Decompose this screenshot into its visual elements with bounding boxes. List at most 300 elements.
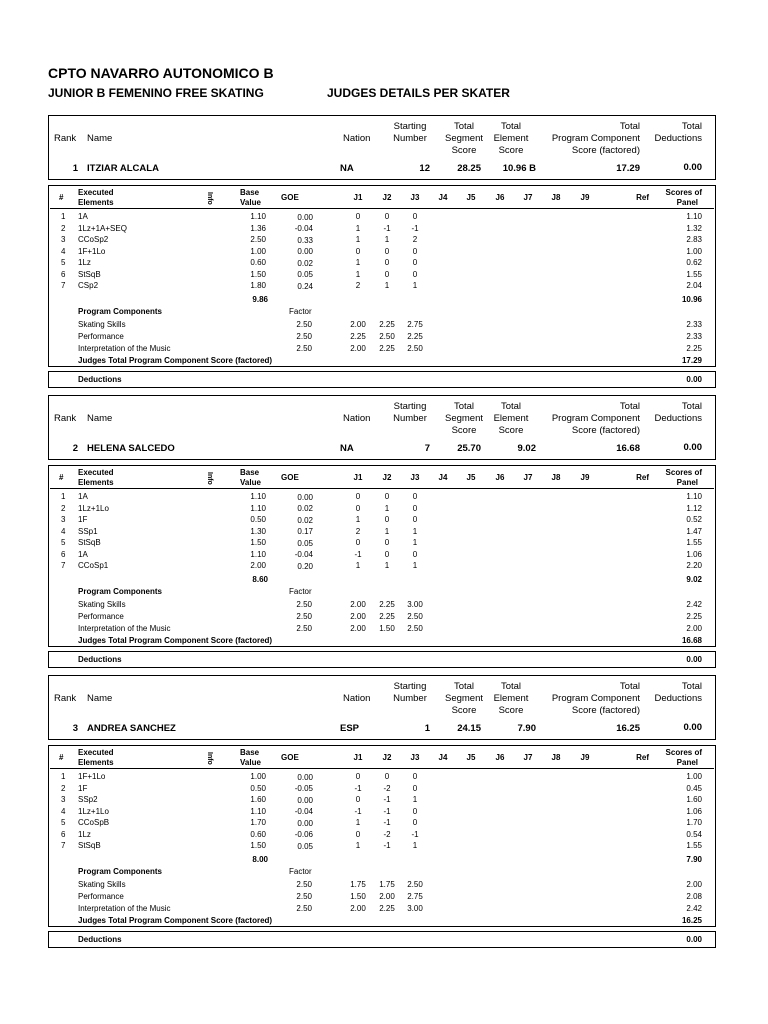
component-judge-score: 2.00 [350, 904, 366, 913]
element-judge-score: 0 [384, 515, 390, 524]
element-number: 7 [61, 841, 66, 850]
skater-name: ITZIAR ALCALA [87, 163, 159, 174]
judges-total-value: 16.25 [681, 916, 702, 925]
element-judge-score: 1 [384, 503, 390, 513]
element-number-header: # [59, 753, 64, 762]
element-panel-score: 2.20 [686, 561, 702, 570]
component-judge-score: 3.00 [407, 600, 423, 609]
element-judge-score: 0 [412, 515, 418, 524]
element-score-header: Score [498, 145, 524, 156]
component-name: Skating Skills [78, 320, 126, 329]
component-name: Interpretation of the Music [78, 344, 171, 353]
segment-score-header: Total [453, 121, 475, 132]
element-panel-score: 0.54 [686, 829, 702, 839]
element-score-header: Total [500, 681, 522, 692]
element-panel-score: 1.10 [686, 492, 702, 501]
skater-deductions: 0.00 [683, 722, 702, 733]
component-score-header: Total [619, 401, 640, 412]
executed-elements-header: Elements [78, 478, 114, 487]
component-factor: 2.50 [296, 344, 312, 353]
element-goe: -0.04 [294, 224, 313, 233]
base-value-total: 8.60 [252, 575, 268, 584]
element-panel-score: 1.06 [686, 806, 702, 816]
element-panel-score: 2.04 [686, 281, 702, 290]
element-number: 2 [61, 223, 66, 233]
element-judge-score: -2 [383, 783, 391, 793]
element-base-value: 1.10 [250, 492, 266, 501]
component-panel-score: 2.00 [686, 880, 702, 889]
element-goe: -0.05 [294, 784, 313, 793]
element-judge-score: 0 [384, 269, 390, 279]
element-number: 4 [61, 806, 66, 816]
element-number: 6 [61, 549, 66, 559]
component-score-header: Total [619, 681, 640, 692]
component-score-header: Program Component [551, 133, 640, 144]
element-number: 7 [61, 281, 66, 290]
element-number: 5 [61, 258, 66, 267]
base-value-header: Base [240, 468, 260, 477]
component-factor: 2.50 [296, 612, 312, 621]
panel-score-header: Scores of [665, 748, 702, 757]
judge-header: J2 [382, 193, 392, 202]
component-score-header: Score (factored) [571, 145, 640, 156]
deductions-label: Deductions [78, 935, 122, 944]
element-judge-score: 1 [384, 235, 390, 244]
element-judge-score: 1 [384, 281, 390, 290]
element-panel-score: 1.32 [686, 223, 702, 233]
deductions-label: Deductions [78, 655, 122, 664]
component-judge-score: 2.00 [350, 624, 366, 633]
component-factor: 2.50 [296, 880, 312, 889]
judge-header: J5 [466, 753, 476, 762]
judge-header: J6 [495, 193, 505, 202]
nation-header: Nation [343, 693, 371, 704]
header-divider [50, 768, 714, 769]
element-code: CCoSpB [78, 818, 110, 827]
element-panel-score: 1.60 [686, 795, 702, 804]
element-base-value: 1.30 [250, 526, 266, 536]
component-judge-score: 2.25 [379, 600, 395, 609]
element-judge-score: 0 [384, 549, 390, 559]
info-header: Info [206, 752, 213, 765]
component-name: Skating Skills [78, 600, 126, 609]
component-factor: 2.50 [296, 904, 312, 913]
name-header: Name [87, 133, 113, 144]
element-base-value: 1.10 [250, 503, 266, 513]
program-components-header: Program Components [78, 867, 163, 876]
executed-elements-header: Executed [78, 468, 114, 477]
component-name: Interpretation of the Music [78, 624, 171, 633]
element-code: 1Lz [78, 258, 91, 267]
rank-header: Rank [54, 413, 77, 424]
element-code: 1F+1Lo [78, 246, 106, 256]
component-factor: 2.50 [296, 624, 312, 633]
program-components-header: Program Components [78, 307, 163, 316]
base-value-total: 8.00 [252, 855, 268, 864]
skater-element-score: 7.90 [517, 723, 536, 734]
element-judge-score: 0 [412, 246, 418, 256]
skater-start-number: 12 [419, 163, 430, 174]
element-judge-score: 0 [355, 246, 361, 256]
element-judge-score: 2 [355, 281, 361, 290]
factor-header: Factor [289, 867, 312, 876]
element-number: 3 [61, 235, 66, 244]
judge-header: J2 [382, 473, 392, 482]
element-goe: 0.02 [297, 515, 313, 525]
judge-header: J7 [523, 753, 533, 762]
deductions-header: Total [681, 121, 702, 132]
deductions-header: Deductions [654, 413, 702, 424]
element-judge-score: 1 [384, 561, 390, 570]
element-code: SSp1 [78, 526, 98, 536]
component-judge-score: 3.00 [407, 904, 423, 913]
component-judge-score: 2.00 [350, 320, 366, 329]
element-number: 4 [61, 526, 66, 536]
element-base-value: 0.60 [250, 829, 266, 839]
element-panel-score: 1.55 [686, 538, 702, 547]
judge-header: J1 [353, 473, 363, 482]
component-judge-score: 2.50 [407, 880, 423, 889]
goe-header: GOE [281, 193, 299, 202]
element-base-value: 1.00 [250, 246, 266, 256]
judges-total-value: 17.29 [681, 356, 702, 365]
component-panel-score: 2.33 [686, 320, 702, 329]
component-panel-score: 2.42 [686, 904, 702, 913]
element-code: 1Lz+1Lo [78, 503, 109, 513]
panel-score-header: Scores of [665, 468, 702, 477]
element-goe: 0.02 [297, 504, 313, 513]
element-number: 6 [61, 269, 66, 279]
element-code: StSqB [78, 841, 101, 850]
skater-start-number: 7 [424, 443, 430, 454]
element-code: 1F [78, 515, 88, 524]
judge-header: J5 [466, 473, 476, 482]
skater-name: HELENA SALCEDO [87, 443, 175, 454]
executed-elements-header: Elements [78, 758, 114, 767]
element-judge-score: 0 [412, 806, 418, 816]
rank-header: Rank [54, 693, 77, 704]
segment-score-header: Score [451, 145, 477, 156]
skater-rank: 1 [72, 163, 78, 174]
element-score-total: 9.02 [686, 575, 702, 584]
base-value-total: 9.86 [252, 295, 268, 304]
starting-number-header: Number [393, 413, 427, 424]
element-base-value: 0.50 [250, 515, 266, 524]
segment-score-header: Segment [444, 133, 484, 144]
element-number: 1 [61, 492, 66, 501]
element-base-value: 1.10 [250, 549, 266, 559]
element-score-total: 7.90 [686, 855, 702, 864]
skater-nation: ESP [340, 723, 360, 734]
element-judge-score: 1 [355, 235, 361, 244]
element-judge-score: 1 [412, 795, 418, 804]
element-judge-score: 1 [355, 223, 361, 233]
judge-header: J1 [353, 193, 363, 202]
element-base-value: 2.00 [250, 561, 266, 570]
component-judge-score: 2.50 [407, 344, 423, 353]
element-judge-score: 0 [412, 492, 418, 501]
element-goe: 0.00 [297, 492, 313, 502]
element-goe: 0.05 [297, 841, 313, 851]
rank-header: Rank [54, 133, 77, 144]
element-judge-score: 1 [355, 841, 361, 850]
element-score-header: Element [493, 413, 529, 424]
skater-element-score: 10.96 B [502, 163, 536, 174]
element-judge-score: 0 [355, 212, 361, 221]
element-judge-score: 0 [355, 795, 361, 804]
element-judge-score: -2 [383, 829, 391, 839]
judge-header: J9 [580, 193, 590, 202]
factor-header: Factor [289, 307, 312, 316]
header-divider [50, 488, 714, 489]
element-judge-score: 0 [412, 258, 418, 267]
element-goe: 0.00 [297, 795, 313, 805]
element-panel-score: 1.00 [686, 246, 702, 256]
element-number: 5 [61, 538, 66, 547]
judges-total-value: 16.68 [681, 636, 702, 645]
component-judge-score: 2.25 [379, 612, 395, 621]
info-header: Info [206, 472, 213, 485]
element-goe: 0.00 [297, 247, 313, 256]
element-judge-score: 0 [355, 829, 361, 839]
component-panel-score: 2.00 [686, 624, 702, 633]
judge-header: J9 [580, 473, 590, 482]
element-panel-score: 1.06 [686, 549, 702, 559]
element-goe: 0.00 [297, 772, 313, 782]
element-goe: 0.33 [297, 235, 313, 245]
nation-header: Nation [343, 413, 371, 424]
base-value-header: Value [240, 758, 261, 767]
element-judge-score: 0 [412, 212, 418, 221]
element-panel-score: 0.62 [686, 258, 702, 267]
element-judge-score: 1 [355, 818, 361, 827]
element-judge-score: 1 [355, 561, 361, 570]
judge-header: J8 [551, 193, 561, 202]
element-panel-score: 1.55 [686, 841, 702, 850]
component-score-header: Program Component [551, 413, 640, 424]
executed-elements-header: Elements [78, 198, 114, 207]
element-code: 1F [78, 783, 88, 793]
component-judge-score: 1.75 [379, 880, 395, 889]
judge-header: J1 [353, 753, 363, 762]
element-base-value: 1.50 [250, 841, 266, 850]
element-number: 2 [61, 503, 66, 513]
element-code: 1Lz [78, 829, 91, 839]
component-judge-score: 2.00 [350, 600, 366, 609]
element-judge-score: 1 [355, 269, 361, 279]
component-judge-score: 2.25 [379, 344, 395, 353]
element-judge-score: -1 [354, 806, 362, 816]
element-panel-score: 1.70 [686, 818, 702, 827]
element-judge-score: -1 [354, 783, 362, 793]
skater-nation: NA [340, 163, 354, 174]
skater-rank: 3 [72, 723, 78, 734]
skater-start-number: 1 [424, 723, 430, 734]
element-code: CCoSp2 [78, 235, 109, 244]
panel-score-header: Panel [676, 478, 698, 487]
element-base-value: 1.00 [250, 772, 266, 781]
judge-header: J4 [438, 473, 448, 482]
element-number-header: # [59, 473, 64, 482]
header-divider [50, 208, 714, 209]
goe-header: GOE [281, 473, 299, 482]
judge-header: J4 [438, 193, 448, 202]
element-judge-score: 0 [412, 503, 418, 513]
element-judge-score: 1 [412, 561, 418, 570]
element-judge-score: 0 [384, 772, 390, 781]
element-number: 3 [61, 515, 66, 524]
element-judge-score: -1 [411, 829, 419, 839]
element-judge-score: 0 [412, 783, 418, 793]
skater-segment-score: 25.70 [457, 443, 481, 454]
element-goe: 0.02 [297, 258, 313, 268]
element-judge-score: 1 [355, 515, 361, 524]
component-judge-score: 2.25 [350, 332, 366, 341]
element-judge-score: 0 [384, 538, 390, 547]
component-judge-score: 2.00 [350, 344, 366, 353]
element-goe: 0.05 [297, 270, 313, 279]
judge-header: J8 [551, 753, 561, 762]
element-base-value: 1.60 [250, 795, 266, 804]
element-goe: -0.06 [294, 830, 313, 839]
element-judge-score: -1 [383, 818, 391, 827]
component-judge-score: 2.75 [407, 320, 423, 329]
component-panel-score: 2.33 [686, 332, 702, 341]
element-code: StSqB [78, 269, 101, 279]
element-goe: 0.17 [297, 527, 313, 536]
judge-header: J7 [523, 193, 533, 202]
element-goe: 0.05 [297, 538, 313, 548]
skater-element-score: 9.02 [517, 443, 536, 454]
component-judge-score: 2.50 [407, 624, 423, 633]
element-judge-score: 0 [355, 492, 361, 501]
element-number: 7 [61, 561, 66, 570]
judge-header: J5 [466, 193, 476, 202]
element-number: 1 [61, 772, 66, 781]
segment-score-header: Score [451, 705, 477, 716]
element-code: CSp2 [78, 281, 99, 290]
element-number: 6 [61, 829, 66, 839]
element-judge-score: 1 [412, 841, 418, 850]
element-base-value: 1.50 [250, 269, 266, 279]
element-score-header: Element [493, 693, 529, 704]
component-judge-score: 2.25 [407, 332, 423, 341]
component-score-header: Total [619, 121, 640, 132]
element-goe: -0.04 [294, 550, 313, 559]
element-score-total: 10.96 [681, 295, 702, 304]
deductions-label: Deductions [78, 375, 122, 384]
component-name: Skating Skills [78, 880, 126, 889]
element-judge-score: 0 [355, 538, 361, 547]
ref-header: Ref [636, 473, 649, 482]
element-panel-score: 1.10 [686, 212, 702, 221]
component-judge-score: 1.50 [350, 892, 366, 901]
factor-header: Factor [289, 587, 312, 596]
goe-header: GOE [281, 753, 299, 762]
component-score-header: Program Component [551, 693, 640, 704]
element-base-value: 1.10 [250, 212, 266, 221]
element-score-header: Total [500, 121, 522, 132]
component-judge-score: 2.75 [407, 892, 423, 901]
element-code: StSqB [78, 538, 101, 547]
competition-title: CPTO NAVARRO AUTONOMICO B [48, 65, 274, 81]
skater-component-score: 17.29 [616, 163, 640, 174]
component-name: Performance [78, 612, 124, 621]
element-code: 1A [78, 492, 88, 501]
program-components-header: Program Components [78, 587, 163, 596]
starting-number-header: Starting [393, 681, 427, 692]
segment-score-header: Total [453, 401, 475, 412]
judge-header: J9 [580, 753, 590, 762]
element-base-value: 0.60 [250, 258, 266, 267]
deductions-value: 0.00 [686, 375, 702, 384]
name-header: Name [87, 693, 113, 704]
segment-score-header: Score [451, 425, 477, 436]
judge-header: J6 [495, 753, 505, 762]
element-base-value: 1.36 [250, 223, 266, 233]
deductions-value: 0.00 [686, 935, 702, 944]
element-code: 1F+1Lo [78, 772, 106, 781]
element-judge-score: 2 [412, 235, 418, 244]
element-code: 1A [78, 212, 88, 221]
element-score-header: Total [500, 401, 522, 412]
report-title: JUDGES DETAILS PER SKATER [327, 86, 510, 100]
element-panel-score: 1.55 [686, 269, 702, 279]
element-judge-score: -1 [383, 806, 391, 816]
base-value-header: Value [240, 478, 261, 487]
skater-rank: 2 [72, 443, 78, 454]
skater-segment-score: 28.25 [457, 163, 481, 174]
judges-total-label: Judges Total Program Component Score (factored) [78, 636, 273, 645]
ref-header: Ref [636, 753, 649, 762]
judge-header: J2 [382, 753, 392, 762]
component-name: Performance [78, 332, 124, 341]
component-score-header: Score (factored) [571, 425, 640, 436]
element-number: 3 [61, 795, 66, 804]
judge-header: J8 [551, 473, 561, 482]
judges-total-label: Judges Total Program Component Score (factored) [78, 356, 273, 365]
component-judge-score: 2.00 [350, 612, 366, 621]
judge-header: J6 [495, 473, 505, 482]
starting-number-header: Number [393, 133, 427, 144]
base-value-header: Value [240, 198, 261, 207]
element-panel-score: 0.52 [686, 515, 702, 524]
segment-score-header: Segment [444, 413, 484, 424]
panel-score-header: Scores of [665, 188, 702, 197]
judge-header: J4 [438, 753, 448, 762]
element-goe: 0.20 [297, 561, 313, 571]
component-panel-score: 2.25 [686, 344, 702, 353]
component-judge-score: 2.50 [379, 332, 395, 341]
element-judge-score: -1 [411, 223, 419, 233]
element-panel-score: 1.12 [686, 503, 702, 513]
component-judge-score: 1.50 [379, 624, 395, 633]
element-judge-score: -1 [383, 795, 391, 804]
deductions-header: Deductions [654, 693, 702, 704]
element-goe: 0.00 [297, 818, 313, 828]
element-judge-score: 2 [355, 526, 361, 536]
component-factor: 2.50 [296, 332, 312, 341]
skater-component-score: 16.68 [616, 443, 640, 454]
element-judge-score: 0 [355, 772, 361, 781]
deductions-header: Total [681, 401, 702, 412]
base-value-header: Base [240, 188, 260, 197]
skater-deductions: 0.00 [683, 442, 702, 453]
element-judge-score: 0 [384, 258, 390, 267]
element-panel-score: 1.47 [686, 526, 702, 536]
nation-header: Nation [343, 133, 371, 144]
element-panel-score: 1.00 [686, 772, 702, 781]
